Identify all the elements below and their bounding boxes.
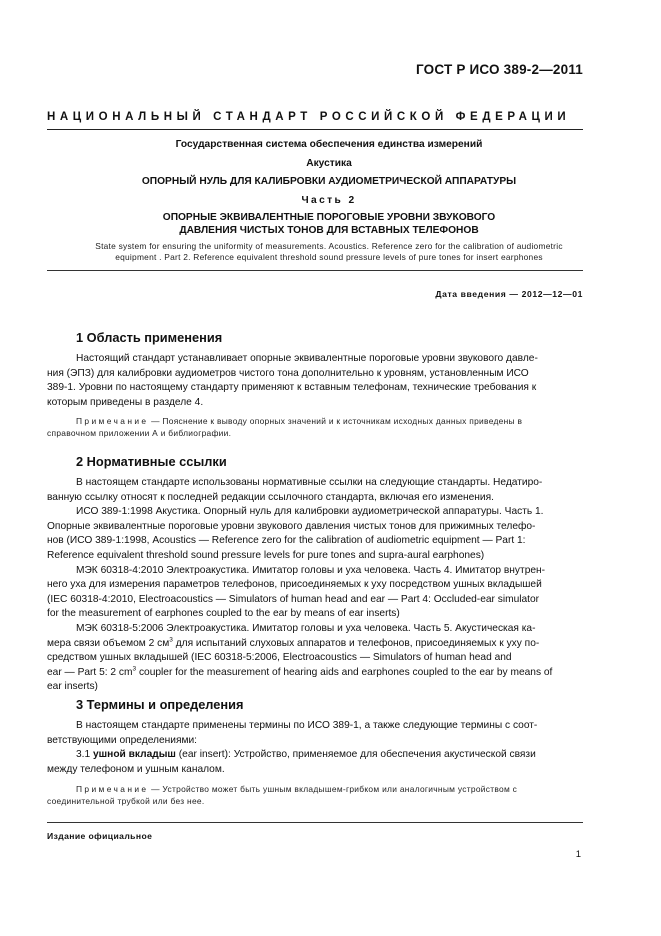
section-3-body (47, 719, 583, 777)
title-line-6: ДАВЛЕНИЯ ЧИСТЫХ ТОНОВ ДЛЯ ВСТАВНЫХ ТЕЛЕФОНОВ (179, 225, 479, 236)
text-line: нов (ИСО 389-1:1998, Acoustics — Reference zero for the calibration of audiometric equipment — Part 1: (47, 535, 526, 547)
note-text: справочном приложении А и библиографии. (47, 428, 232, 438)
english-title-line-2: equipment . Part 2. Reference equivalent threshold sound pressure levels of pure tones for insert earphones (115, 252, 543, 262)
text-line: В настоящем стандарте использованы нормативные ссылки на следующие стандарты. Недатиро- (76, 477, 543, 488)
note-label: Примечание (76, 416, 149, 426)
note-text: — Пояснение к выводу опорных значений и к источникам исходных данных приведены в (151, 416, 523, 426)
text-line: ветствующими определениями: (47, 734, 197, 746)
english-title-line-1: State system for ensuring the uniformity of measurements. Acoustics. Reference zero for the calibration of audiometric (95, 241, 563, 251)
reference-iec-60318-5: МЭК 60318-5:2006 Электроакустика. Имитатор головы и уха человека. Часть 5. Акустическая ка- (76, 622, 536, 634)
page-number: 1 (575, 849, 581, 860)
term-name: ушной вкладыш (93, 749, 176, 761)
text-line: В настоящем стандарте применены термины по ИСО 389-1, а также следующие термины с соот- (76, 720, 538, 731)
introduction-date: Дата введения — 2012—12—01 (435, 289, 583, 299)
title-part: Часть 2 (301, 195, 357, 206)
section-2-body (47, 476, 583, 695)
text-line: 389-1. Уровни по настоящему стандарту применяют к вставным телефонам, технические требования к (47, 382, 537, 394)
term-definition: (ear insert): Устройство, применяемое для обеспечения акустической связи (178, 749, 536, 761)
note-label: Примечание (76, 784, 149, 794)
title-line-1: Государственная система обеспечения единства измерений (175, 139, 483, 150)
text-line: ния (ЭПЗ) для калибровки аудиометров чистого тона дополнительно к уровням, установленным ИСО (47, 367, 529, 379)
section-3-note (47, 783, 583, 807)
national-standard-banner: НАЦИОНАЛЬНЫЙ СТАНДАРТ РОССИЙСКОЙ ФЕДЕРАЦИИ (47, 111, 571, 123)
note-text: соединительной трубкой или без нее. (47, 796, 205, 806)
reference-iec-60318-4: МЭК 60318-4:2010 Электроакустика. Имитатор головы и уха человека. Часть 4. Имитатор внутрен- (76, 564, 546, 576)
title-divider (47, 270, 583, 271)
text-line: ванную ссылку относят к последней редакции ссылочного стандарта, включая его изменения. (47, 491, 494, 503)
text-line: Настоящий стандарт устанавливает опорные эквивалентные пороговые уровни звукового давле- (76, 353, 538, 364)
official-edition-label: Издание официальное (47, 831, 153, 841)
text-line: Reference equivalent threshold sound pressure levels for pure tones and supra-aural earphones) (47, 549, 485, 561)
text-line: ear — Part 5: 2 $cm^3$ coupler for the measurement of hearing aids and earphones coupled to the ear by means of (47, 665, 553, 678)
document-code: ГОСТ Р ИСО 389-2—2011 (415, 62, 583, 77)
text-line: средством ушных вкладышей (IEC 60318-5:2006, Electroacoustics — Simulators of human head and (47, 652, 512, 664)
footer-divider (47, 822, 583, 823)
text-line: ear inserts) (47, 681, 98, 693)
title-line-3: ОПОРНЫЙ НУЛЬ ДЛЯ КАЛИБРОВКИ АУДИОМЕТРИЧЕСКОЙ АППАРАТУРЫ (141, 176, 517, 187)
text-line: (IEC 60318-4:2010, Electroacoustics — Simulators of human head and ear — Part 4: Occluded-ear simulator (47, 593, 540, 605)
section-1-heading: 1 Область применения (76, 330, 223, 345)
text-line: него уха для измерения параметров телефонов, присоединяемых к уху посредством ушных вкладышей (47, 579, 542, 591)
text-line: Опорные эквивалентные пороговые уровни звукового давления чистых тонов для прижимных телефо- (47, 520, 536, 532)
text-line: которым приведены в разделе 4. (47, 396, 204, 408)
text-line: мера связи объемом 2 $см^3$ для испытаний слуховых аппаратов и телефонов, присоединяемых к уху по- (47, 636, 540, 649)
title-line-2: Акустика (306, 158, 352, 169)
title-line-5: ОПОРНЫЕ ЭКВИВАЛЕНТНЫЕ ПОРОГОВЫЕ УРОВНИ ЗВУКОВОГО (162, 212, 496, 223)
text-line: между телефоном и ушным каналом. (47, 763, 225, 775)
term-number: 3.1 (76, 749, 91, 761)
section-3-heading: 3 Термины и определения (76, 697, 244, 712)
note-text: — Устройство может быть ушным вкладышем-грибком или аналогичным устройством с (151, 784, 518, 794)
section-1-paragraph (47, 352, 583, 410)
section-1-note (47, 415, 583, 439)
section-2-heading: 2 Нормативные ссылки (76, 454, 227, 469)
reference-iso-389-1: ИСО 389-1:1998 Акустика. Опорный нуль для калибровки аудиометрической аппаратуры. Часть 1. (76, 506, 544, 518)
header-divider (47, 129, 583, 130)
text-line: for the measurement of earphones coupled to the ear by means of ear inserts) (47, 608, 400, 620)
